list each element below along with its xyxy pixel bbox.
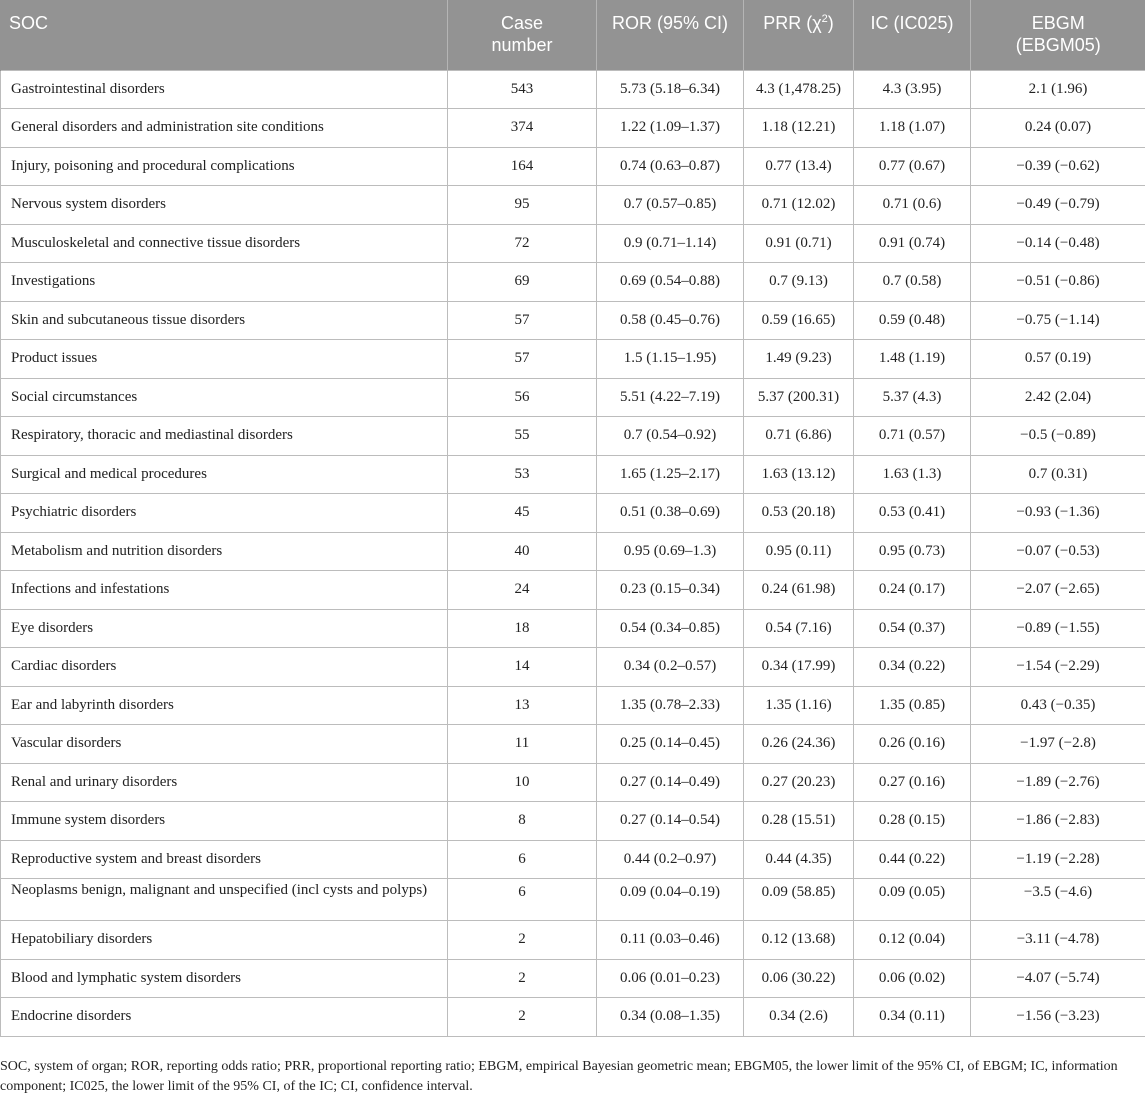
table-row [1,532,1145,571]
cell-soc: Respiratory, thoracic and mediastinal disorders [1,417,448,456]
cell-ror: 0.06 (0.01–0.23) [597,959,744,998]
cell-ror: 0.34 (0.2–0.57) [597,648,744,687]
cell-ror: 0.69 (0.54–0.88) [597,263,744,302]
cell-ebgm: −1.19 (−2.28) [971,840,1145,879]
cell-ror: 0.7 (0.57–0.85) [597,186,744,225]
cell-ror: 0.7 (0.54–0.92) [597,417,744,456]
cell-soc: Surgical and medical procedures [1,455,448,494]
cell-soc: Investigations [1,263,448,302]
cell-ebgm: −1.56 (−3.23) [971,998,1145,1037]
cell-soc: Cardiac disorders [1,648,448,687]
cell-case-number: 543 [448,70,597,109]
cell-soc: Ear and labyrinth disorders [1,686,448,725]
cell-soc: Endocrine disorders [1,998,448,1037]
cell-prr: 0.12 (13.68) [744,921,854,960]
cell-prr: 0.77 (13.4) [744,147,854,186]
cell-soc: Musculoskeletal and connective tissue disorders [1,224,448,263]
cell-ic: 0.34 (0.11) [854,998,971,1037]
cell-ic: 0.12 (0.04) [854,921,971,960]
cell-case-number: 374 [448,109,597,148]
cell-case-number: 53 [448,455,597,494]
cell-ror: 0.11 (0.03–0.46) [597,921,744,960]
cell-prr: 5.37 (200.31) [744,378,854,417]
cell-ic: 4.3 (3.95) [854,70,971,109]
cell-prr: 0.91 (0.71) [744,224,854,263]
cell-soc: Product issues [1,340,448,379]
cell-case-number: 13 [448,686,597,725]
table-row [1,147,1145,186]
table-row [1,571,1145,610]
table-row [1,340,1145,379]
table-row [1,879,1145,921]
cell-case-number: 6 [448,840,597,879]
cell-prr: 0.24 (61.98) [744,571,854,610]
cell-ic: 0.71 (0.57) [854,417,971,456]
cell-ror: 0.09 (0.04–0.19) [597,879,744,921]
cell-ebgm: 0.7 (0.31) [971,455,1145,494]
table-footnote: SOC, system of organ; ROR, reporting odds ratio; PRR, proportional reporting ratio; EBGM, empirical Bayesian geometric mean; EBGM05, the lower limit of the 95% CI, of EBGM; IC, information component; IC025, the lower limit of the 95% CI, of the IC; CI, confidence interval. [0,1059,1118,1094]
cell-case-number: 69 [448,263,597,302]
cell-ror: 0.23 (0.15–0.34) [597,571,744,610]
cell-case-number: 14 [448,648,597,687]
cell-ebgm: −1.97 (−2.8) [971,725,1145,764]
cell-ebgm: −0.49 (−0.79) [971,186,1145,225]
cell-ror: 0.44 (0.2–0.97) [597,840,744,879]
cell-ebgm: 2.42 (2.04) [971,378,1145,417]
cell-soc: Reproductive system and breast disorders [1,840,448,879]
header-prr-prefix: PRR (χ [763,13,822,33]
cell-ic: 0.95 (0.73) [854,532,971,571]
cell-prr: 0.71 (12.02) [744,186,854,225]
cell-prr: 1.18 (12.21) [744,109,854,148]
header-ebgm-line1: EBGM [1031,13,1085,33]
cell-ebgm: −0.89 (−1.55) [971,609,1145,648]
table-row [1,921,1145,960]
header-prr-sup: 2 [821,13,828,25]
header-prr-suffix: ) [827,13,834,33]
cell-soc: Metabolism and nutrition disorders [1,532,448,571]
cell-case-number: 57 [448,340,597,379]
table-row [1,725,1145,764]
cell-ror: 0.9 (0.71–1.14) [597,224,744,263]
cell-ebgm: −1.86 (−2.83) [971,802,1145,841]
cell-soc: Vascular disorders [1,725,448,764]
cell-prr: 0.44 (4.35) [744,840,854,879]
header-ror: ROR (95% CI) [597,0,744,70]
cell-ror: 0.25 (0.14–0.45) [597,725,744,764]
header-case-line2: number [491,35,553,55]
header-ebgm [971,0,1145,70]
cell-prr: 0.34 (17.99) [744,648,854,687]
table-row [1,417,1145,456]
cell-ic: 0.34 (0.22) [854,648,971,687]
cell-ebgm: −3.11 (−4.78) [971,921,1145,960]
cell-case-number: 24 [448,571,597,610]
cell-ror: 0.74 (0.63–0.87) [597,147,744,186]
cell-ror: 5.51 (4.22–7.19) [597,378,744,417]
cell-ic: 1.35 (0.85) [854,686,971,725]
cell-prr: 0.26 (24.36) [744,725,854,764]
cell-case-number: 2 [448,998,597,1037]
cell-case-number: 55 [448,417,597,456]
cell-ror: 1.35 (0.78–2.33) [597,686,744,725]
cell-ic: 0.54 (0.37) [854,609,971,648]
cell-case-number: 40 [448,532,597,571]
cell-soc: Gastrointestinal disorders [1,70,448,109]
cell-ic: 0.27 (0.16) [854,763,971,802]
cell-prr: 4.3 (1,478.25) [744,70,854,109]
table-row [1,224,1145,263]
cell-soc: Social circumstances [1,378,448,417]
header-ebgm-line2: (EBGM05) [1015,35,1101,55]
cell-ror: 1.22 (1.09–1.37) [597,109,744,148]
cell-soc: Renal and urinary disorders [1,763,448,802]
cell-ror: 0.27 (0.14–0.49) [597,763,744,802]
cell-soc: Eye disorders [1,609,448,648]
cell-ic: 5.37 (4.3) [854,378,971,417]
cell-prr: 0.27 (20.23) [744,763,854,802]
cell-soc: Psychiatric disorders [1,494,448,533]
cell-soc: Nervous system disorders [1,186,448,225]
table-row [1,802,1145,841]
table-row [1,609,1145,648]
cell-case-number: 18 [448,609,597,648]
cell-ebgm: −2.07 (−2.65) [971,571,1145,610]
cell-prr: 0.7 (9.13) [744,263,854,302]
table-row [1,109,1145,148]
cell-ebgm: −0.07 (−0.53) [971,532,1145,571]
cell-case-number: 8 [448,802,597,841]
cell-prr: 0.54 (7.16) [744,609,854,648]
cell-ror: 1.65 (1.25–2.17) [597,455,744,494]
cell-ror: 0.54 (0.34–0.85) [597,609,744,648]
cell-ebgm: −0.93 (−1.36) [971,494,1145,533]
cell-case-number: 164 [448,147,597,186]
cell-ror: 5.73 (5.18–6.34) [597,70,744,109]
cell-ic: 0.44 (0.22) [854,840,971,879]
cell-ebgm: −1.89 (−2.76) [971,763,1145,802]
cell-prr: 1.63 (13.12) [744,455,854,494]
table-row [1,186,1145,225]
cell-case-number: 72 [448,224,597,263]
cell-prr: 1.35 (1.16) [744,686,854,725]
cell-ror: 0.27 (0.14–0.54) [597,802,744,841]
cell-ror: 0.51 (0.38–0.69) [597,494,744,533]
cell-ic: 0.53 (0.41) [854,494,971,533]
cell-ebgm: 0.57 (0.19) [971,340,1145,379]
cell-case-number: 6 [448,879,597,921]
cell-ic: 0.59 (0.48) [854,301,971,340]
cell-ic: 0.77 (0.67) [854,147,971,186]
cell-ic: 1.63 (1.3) [854,455,971,494]
cell-soc: Blood and lymphatic system disorders [1,959,448,998]
cell-ic: 1.18 (1.07) [854,109,971,148]
header-ic: IC (IC025) [854,0,971,70]
cell-case-number: 95 [448,186,597,225]
cell-ic: 0.71 (0.6) [854,186,971,225]
table-header [1,0,1145,70]
cell-ic: 0.24 (0.17) [854,571,971,610]
header-case-line1: Case [500,13,544,33]
cell-case-number: 57 [448,301,597,340]
cell-ebgm: −0.39 (−0.62) [971,147,1145,186]
cell-ebgm: 0.43 (−0.35) [971,686,1145,725]
cell-case-number: 11 [448,725,597,764]
cell-ebgm: 2.1 (1.96) [971,70,1145,109]
cell-ic: 1.48 (1.19) [854,340,971,379]
cell-soc: Hepatobiliary disorders [1,921,448,960]
table-row [1,455,1145,494]
cell-case-number: 10 [448,763,597,802]
table-row [1,998,1145,1037]
cell-ebgm: −1.54 (−2.29) [971,648,1145,687]
cell-prr: 0.71 (6.86) [744,417,854,456]
cell-prr: 1.49 (9.23) [744,340,854,379]
cell-soc: Infections and infestations [1,571,448,610]
header-prr [744,0,854,70]
cell-ebgm: 0.24 (0.07) [971,109,1145,148]
cell-ebgm: −0.14 (−0.48) [971,224,1145,263]
header-case-number [448,0,597,70]
cell-case-number: 56 [448,378,597,417]
table-row [1,494,1145,533]
cell-ic: 0.06 (0.02) [854,959,971,998]
cell-soc: Injury, poisoning and procedural complications [1,147,448,186]
cell-prr: 0.09 (58.85) [744,879,854,921]
cell-prr: 0.53 (20.18) [744,494,854,533]
cell-ebgm: −3.5 (−4.6) [971,879,1145,921]
cell-prr: 0.06 (30.22) [744,959,854,998]
cell-ror: 1.5 (1.15–1.95) [597,340,744,379]
cell-soc: Immune system disorders [1,802,448,841]
cell-case-number: 2 [448,959,597,998]
cell-case-number: 2 [448,921,597,960]
table-row [1,263,1145,302]
cell-soc: Skin and subcutaneous tissue disorders [1,301,448,340]
table-body [1,70,1145,1036]
table-row [1,378,1145,417]
table-row [1,648,1145,687]
cell-soc: Neoplasms benign, malignant and unspecified (incl cysts and polyps) [1,879,448,921]
cell-ebgm: −0.51 (−0.86) [971,263,1145,302]
cell-prr: 0.34 (2.6) [744,998,854,1037]
cell-ebgm: −0.5 (−0.89) [971,417,1145,456]
cell-ic: 0.28 (0.15) [854,802,971,841]
table-row [1,840,1145,879]
cell-prr: 0.59 (16.65) [744,301,854,340]
cell-ebgm: −0.75 (−1.14) [971,301,1145,340]
cell-ic: 0.09 (0.05) [854,879,971,921]
cell-ic: 0.26 (0.16) [854,725,971,764]
cell-ic: 0.91 (0.74) [854,224,971,263]
cell-soc: General disorders and administration site conditions [1,109,448,148]
cell-prr: 0.28 (15.51) [744,802,854,841]
header-soc: SOC [1,0,448,70]
cell-ror: 0.95 (0.69–1.3) [597,532,744,571]
cell-ebgm: −4.07 (−5.74) [971,959,1145,998]
table-row [1,301,1145,340]
cell-ror: 0.58 (0.45–0.76) [597,301,744,340]
cell-prr: 0.95 (0.11) [744,532,854,571]
cell-ror: 0.34 (0.08–1.35) [597,998,744,1037]
cell-ic: 0.7 (0.58) [854,263,971,302]
cell-case-number: 45 [448,494,597,533]
table-row [1,686,1145,725]
table-row [1,959,1145,998]
header-row [1,0,1145,70]
table-row [1,763,1145,802]
table-row [1,70,1145,109]
